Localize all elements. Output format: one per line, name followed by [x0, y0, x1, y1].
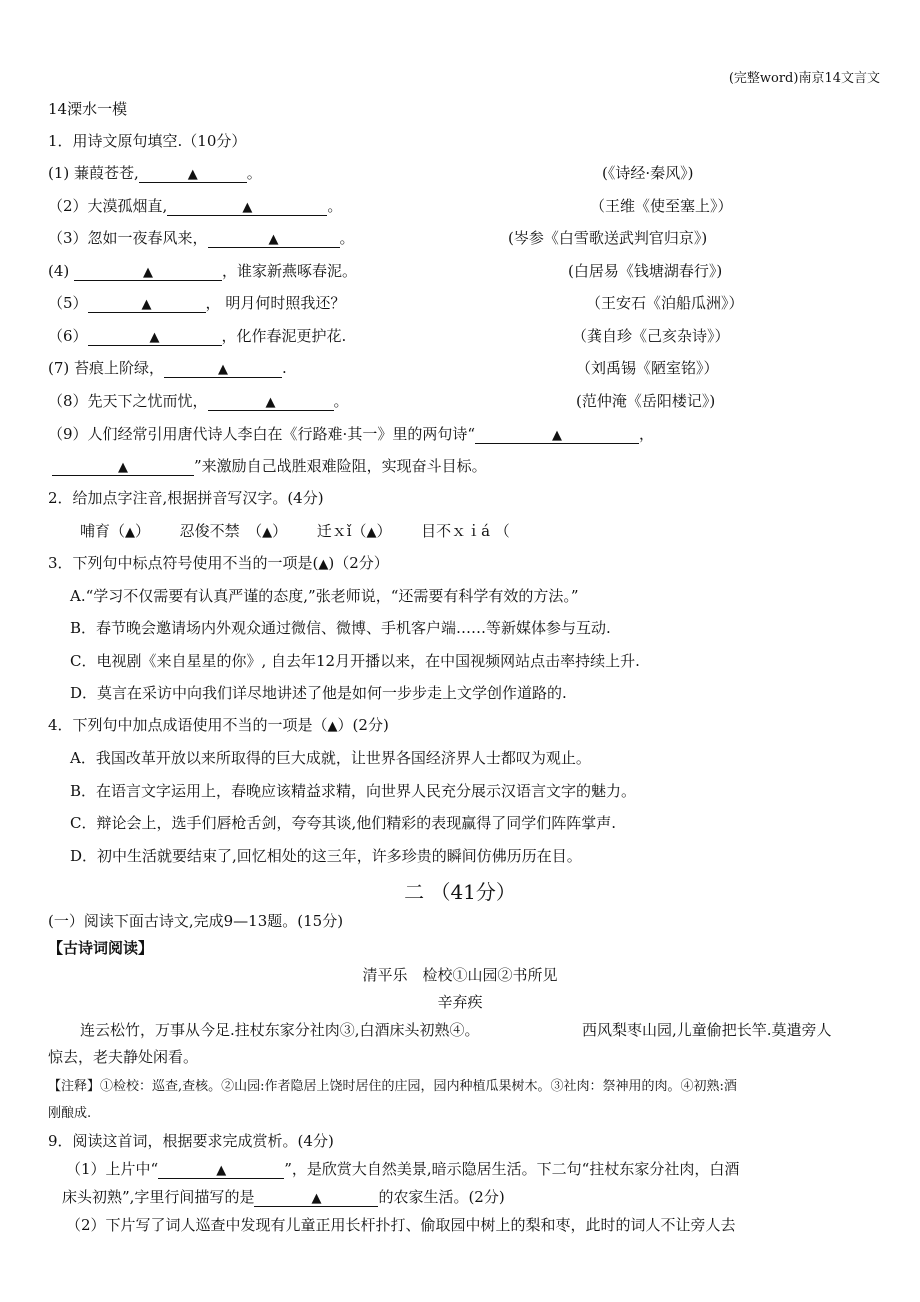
- poem-note-2: 刚酿成.: [48, 1106, 92, 1121]
- q1-source-4: (白居易《钱塘湖春行》): [568, 262, 723, 280]
- answer-blank[interactable]: ▲: [139, 164, 247, 183]
- q1-source-6: （龚自珍《己亥杂诗》）: [572, 327, 730, 345]
- part1-stem: (一）阅读下面古诗文,完成9—13题。(15分): [48, 912, 344, 930]
- exam-title: 14溧水一模: [48, 100, 128, 118]
- q2-words: 哺育（▲） 忍俊不禁 （▲） 迁ｘǐ（▲） 目不ｘｉá （: [80, 522, 510, 540]
- poem-heading: 【古诗词阅读】: [48, 939, 154, 957]
- poem-author: 辛弃疾: [437, 993, 483, 1011]
- poem-title: 清平乐 检校①山园②书所见: [362, 966, 558, 984]
- answer-blank[interactable]: ▲: [158, 1160, 284, 1179]
- q1-source-8: (范仲淹《岳阳楼记》): [576, 392, 716, 410]
- answer-blank[interactable]: ▲: [262, 525, 273, 540]
- page-header: (完整word)南京14文言文: [728, 71, 880, 86]
- section-heading: 二 （41分）: [404, 880, 516, 904]
- answer-blank[interactable]: ▲: [208, 392, 334, 411]
- q1-item-9-cont: ▲ ”来激励自己战胜艰难险阻，实现奋斗目标。: [52, 455, 487, 476]
- q4-stem: 4．下列句中加点成语使用不当的一项是（▲）(2分): [48, 716, 389, 734]
- q2-stem: 2．给加点字注音,根据拼音写汉字。(4分): [48, 489, 324, 507]
- q4-option-c: C．辩论会上，选手们唇枪舌剑，夸夸其谈,他们精彩的表现赢得了同学们阵阵掌声.: [70, 814, 617, 832]
- answer-blank[interactable]: ▲: [475, 425, 639, 444]
- q3-option-b: B．春节晚会邀请场内外观众通过微信、微博、手机客户端……等新媒体参与互动.: [70, 619, 611, 637]
- q1-item-4: (4) ▲ ，谁家新燕啄春泥。: [48, 262, 358, 280]
- q1-source-3: (岑参《白雪歌送武判官归京》): [508, 229, 708, 247]
- q1-stem: 1．用诗文原句填空.（10分）: [48, 132, 247, 150]
- answer-blank[interactable]: ▲: [88, 294, 206, 313]
- q9-stem: 9．阅读这首词，根据要求完成赏析。(4分): [48, 1132, 334, 1150]
- q9-sub-1-cont: 床头初熟”,字里行间描写的是 ▲ 的农家生活。(2分): [62, 1188, 505, 1206]
- q1-item-7: (7) 苔痕上阶绿， ▲ .: [48, 359, 287, 377]
- answer-blank[interactable]: ▲: [208, 229, 340, 248]
- poem-line-2: 惊去，老夫静处闲看。: [48, 1048, 199, 1066]
- answer-blank[interactable]: ▲: [125, 525, 136, 540]
- answer-blank[interactable]: ▲: [254, 1188, 378, 1207]
- poem-note-1: 【注释】①检校：巡查,查核。②山园:作者隐居上饶时居住的庄园，园内种植瓜果树木。③社肉：祭神用的肉。④初熟:酒: [48, 1079, 737, 1094]
- q9-sub-1: （1）上片中“ ▲ ”，是欣赏大自然美景,暗示隐居生活。下二句“拄杖东家分社肉，白酒: [66, 1160, 740, 1178]
- q3-stem: 3．下列句中标点符号使用不当的一项是(▲)（2分）: [48, 554, 389, 572]
- answer-blank[interactable]: ▲: [167, 197, 327, 216]
- q1-item-3: （3）忽如一夜春风来， ▲ 。: [48, 229, 355, 247]
- q1-source-5: （王安石《泊船瓜洲》）: [586, 294, 744, 312]
- answer-blank[interactable]: ▲: [318, 557, 329, 572]
- q1-source-7: （刘禹锡《陋室铭》）: [576, 359, 719, 377]
- poem-line-1b: 西风梨枣山园,儿童偷把长竿.莫遣旁人: [582, 1021, 832, 1039]
- answer-blank[interactable]: ▲: [366, 525, 377, 540]
- poem-line-1a: 连云松竹，万事从今足.拄杖东家分社肉③,白酒床头初熟④。: [80, 1021, 480, 1039]
- q4-option-d: D．初中生活就要结束了,回忆相处的这三年，许多珍贵的瞬间仿佛历历在目。: [70, 847, 582, 865]
- answer-blank[interactable]: ▲: [327, 719, 338, 734]
- q1-item-8: （8）先天下之忧而忧， ▲ 。: [48, 392, 349, 410]
- q3-option-d: D．莫言在采访中向我们详尽地讲述了他是如何一步步走上文学创作道路的.: [70, 684, 567, 702]
- q4-option-a: A．我国改革开放以来所取得的巨大成就，让世界各国经济界人士都叹为观止。: [70, 749, 591, 767]
- q1-item-6: （6） ▲ ，化作春泥更护花.: [48, 327, 347, 345]
- answer-blank[interactable]: ▲: [74, 262, 222, 281]
- q3-option-c: C．电视剧《来自星星的你》, 自去年12月开播以来，在中国视频网站点击率持续上升.: [70, 652, 640, 670]
- q3-option-a: A.“学习不仅需要有认真严谨的态度,”张老师说，“还需要有科学有效的方法。”: [70, 587, 579, 605]
- q1-item-1: (1) 蒹葭苍苍, ▲ 。: [48, 164, 262, 182]
- q1-item-5: （5） ▲ ， 明月何时照我还？: [48, 294, 346, 312]
- answer-blank[interactable]: ▲: [164, 359, 282, 378]
- q1-item-2: （2）大漠孤烟直, ▲ 。: [48, 197, 343, 215]
- q1-source-1: (《诗经·秦风》): [602, 164, 694, 182]
- q4-option-b: B．在语言文字运用上，春晚应该精益求精，向世界人民充分展示汉语言文字的魅力。: [70, 782, 637, 800]
- answer-blank[interactable]: ▲: [88, 327, 222, 346]
- q1-source-2: （王维《使至塞上》）: [590, 197, 733, 215]
- q9-sub-2: （2）下片写了词人巡查中发现有儿童正用长杆扑打、偷取园中树上的梨和枣，此时的词人不让旁人去: [66, 1216, 736, 1234]
- answer-blank[interactable]: ▲: [52, 457, 194, 476]
- q1-item-9: （9）人们经常引用唐代诗人李白在《行路难·其一》里的两句诗“ ▲ ，: [48, 425, 654, 443]
